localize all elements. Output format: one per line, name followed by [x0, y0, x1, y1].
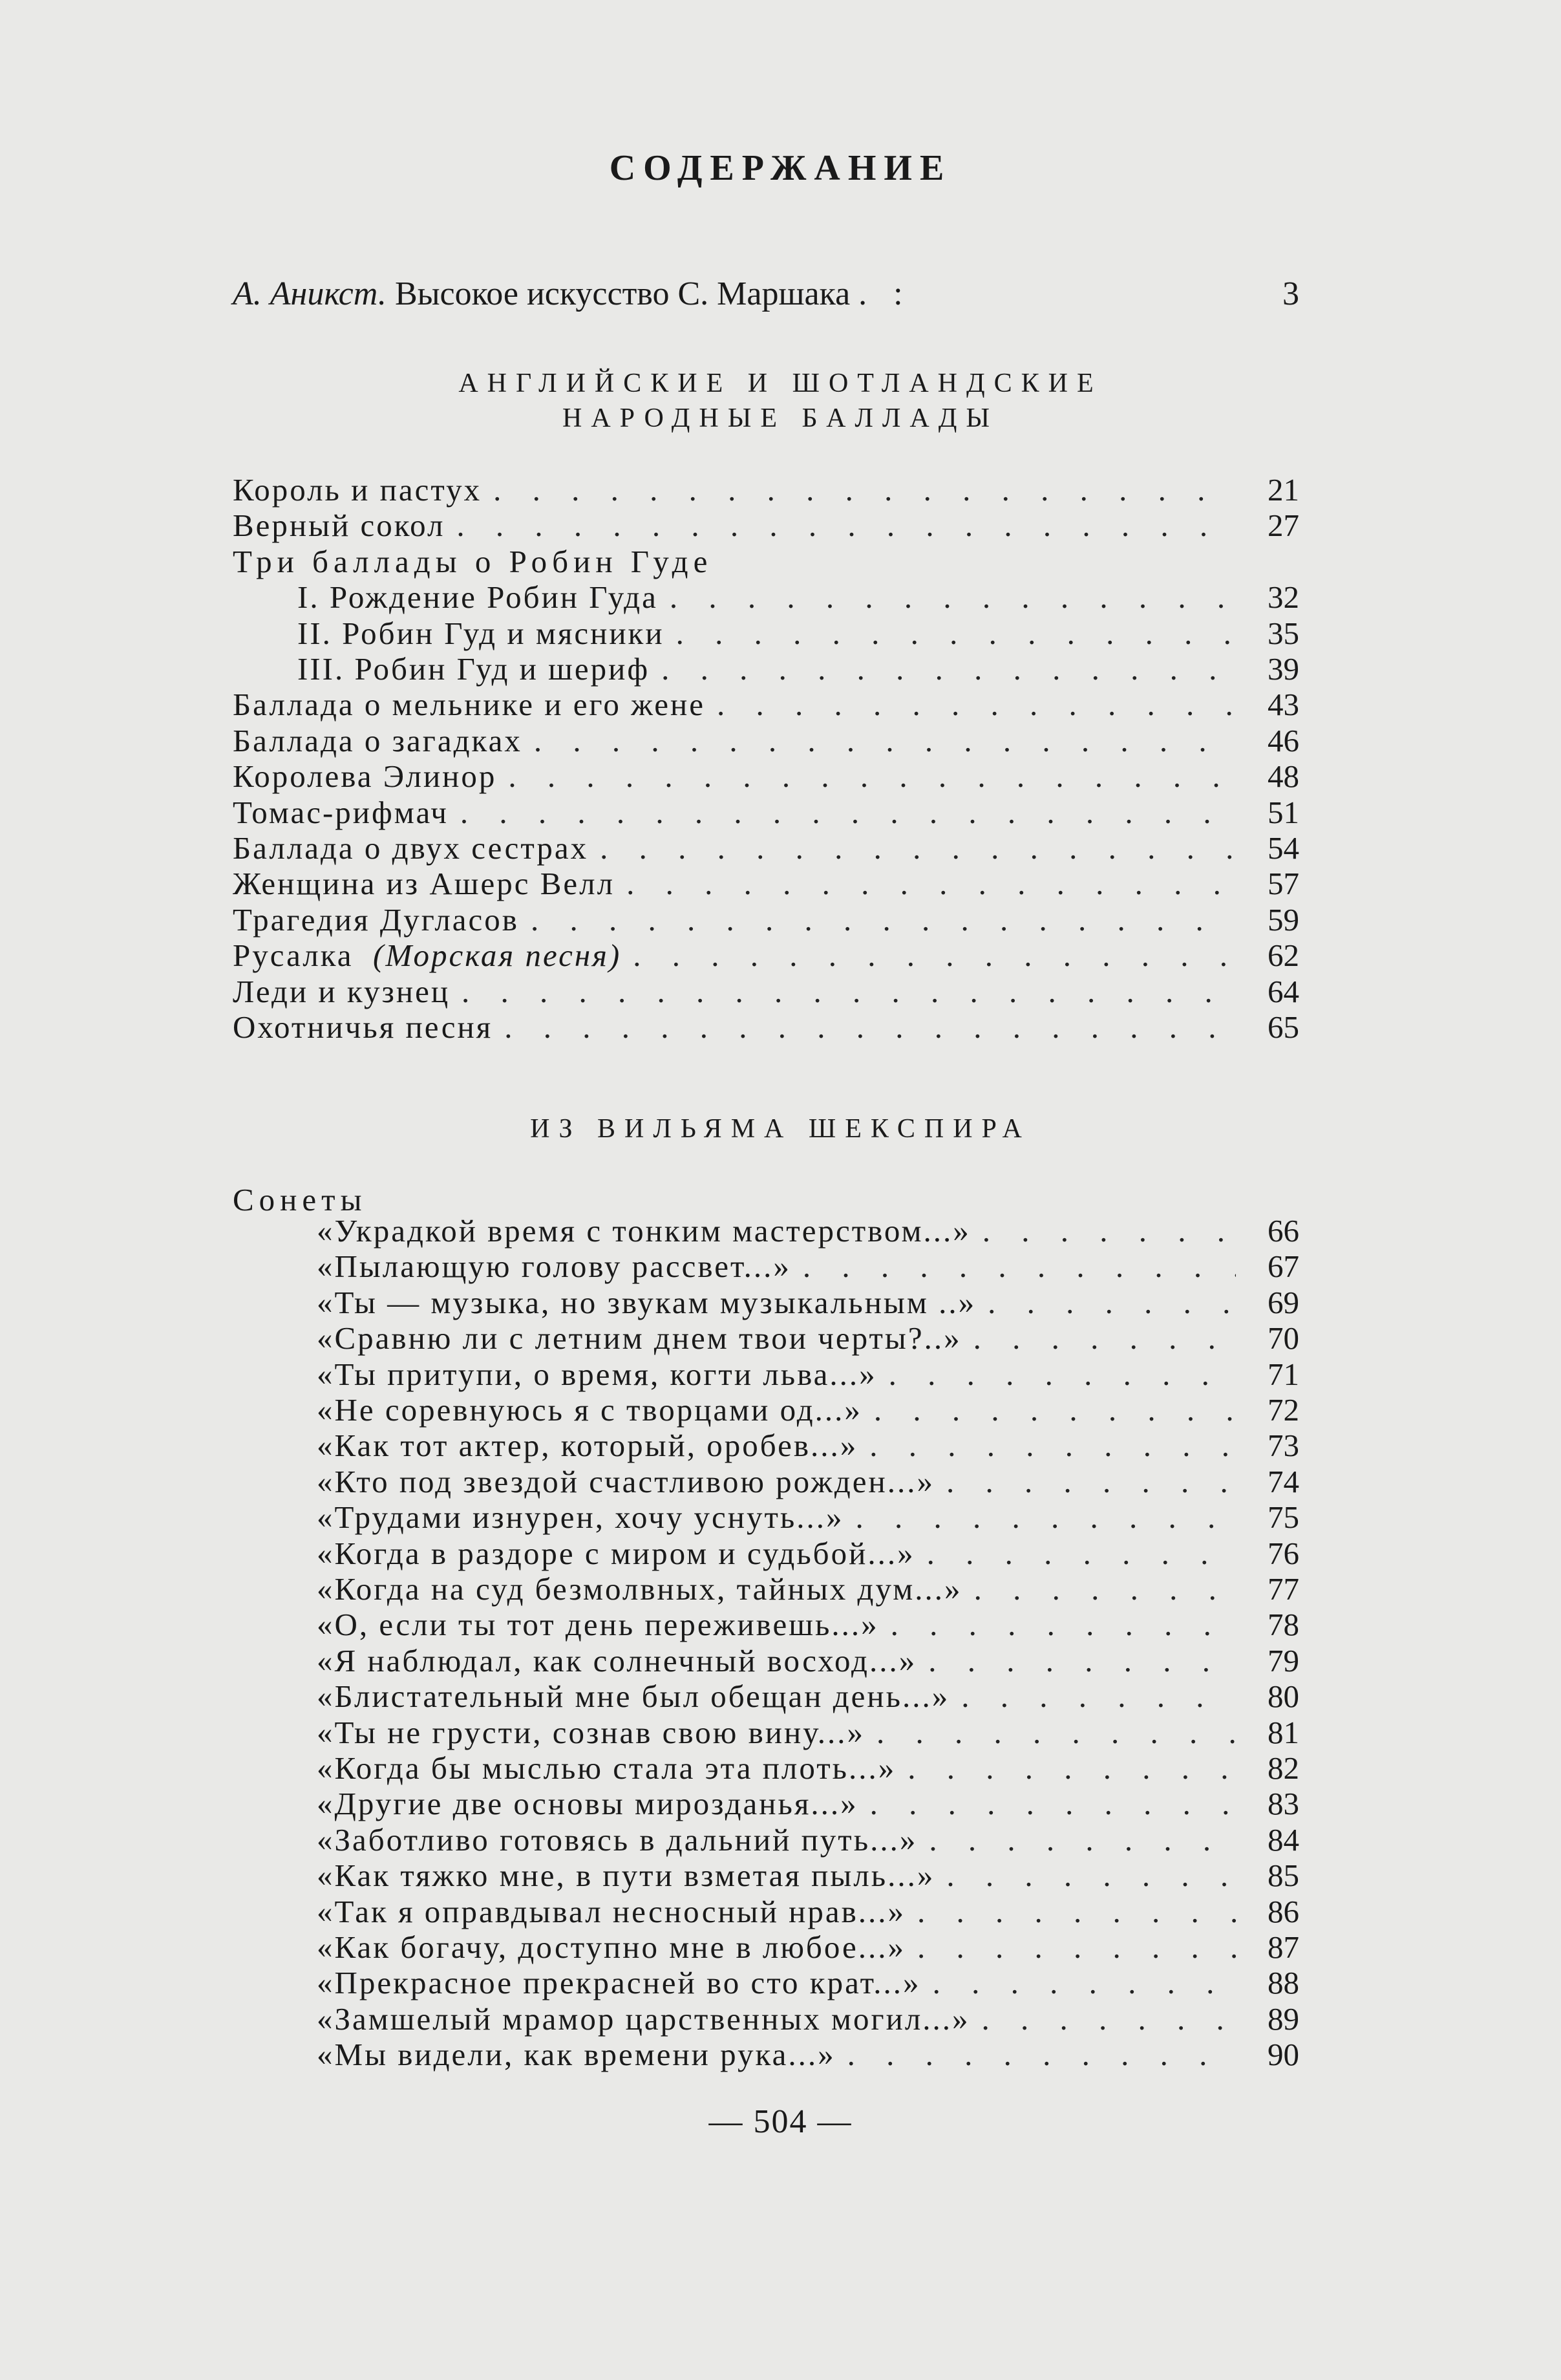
dot-leader — [626, 866, 1236, 902]
toc-entry-page: 81 — [1268, 1714, 1299, 1750]
dot-leader — [676, 616, 1236, 652]
toc-entry-page: 32 — [1268, 579, 1299, 616]
toc-entry-page: 86 — [1268, 1893, 1299, 1929]
toc-entry-page: 46 — [1268, 722, 1299, 758]
toc-entry-page: 43 — [1268, 687, 1299, 723]
page-number: — 504 — — [708, 2103, 853, 2140]
toc-entry-title: «Кто под звездой счастливою рожден...» — [317, 1463, 935, 1499]
toc-entry-page: 76 — [1268, 1535, 1299, 1571]
dot-leader — [600, 830, 1236, 866]
toc-entry-title: Баллада о двух сестрах — [233, 830, 589, 866]
toc-entry — [233, 1464, 1299, 1500]
toc-entry-title: «Прекрасное прекрасней во сто крат...» — [317, 1965, 921, 2001]
toc-entry-title: «Мы видели, как времени рука...» — [317, 2037, 836, 2073]
toc-entry — [233, 723, 1299, 759]
toc-entry — [233, 1571, 1299, 1607]
toc-entry-title: «Ты — музыка, но звукам музыкальным ..» — [317, 1284, 977, 1320]
preface-entry — [233, 272, 1299, 317]
toc-entry-title: Баллада о мельнике и его жене — [233, 687, 706, 723]
toc-entry — [233, 2001, 1299, 2037]
toc-entry — [233, 902, 1299, 938]
toc-entry-title: «Не соревнуюсь я с творцами од...» — [317, 1392, 862, 1428]
toc-entry-page: 85 — [1268, 1858, 1299, 1894]
toc-entry-title: Трагедия Дугласов — [233, 901, 519, 938]
preface-title: Высокое искусство С. Маршака — [394, 275, 851, 312]
toc-entry-page: 84 — [1268, 1821, 1299, 1858]
toc-entry — [233, 758, 1299, 795]
toc-entry-page: 57 — [1268, 866, 1299, 902]
toc-entry-page: 70 — [1268, 1320, 1299, 1356]
dot-leader — [633, 938, 1236, 974]
toc-entry-page: 64 — [1268, 973, 1299, 1009]
dot-leader — [889, 1356, 1236, 1393]
dot-leader — [670, 579, 1236, 616]
dot-leader — [460, 795, 1236, 831]
toc-entry — [233, 1356, 1299, 1393]
dot-leader — [891, 1607, 1236, 1643]
toc-entry-title: «Заботливо готовясь в дальний путь...» — [317, 1821, 918, 1858]
toc-entry-page: 82 — [1268, 1750, 1299, 1786]
toc-entry — [233, 1536, 1299, 1572]
dot-leader — [869, 1428, 1236, 1464]
preface-dots: . : — [858, 275, 912, 312]
dot-leader — [856, 1499, 1236, 1536]
dot-leader — [927, 1536, 1236, 1572]
toc-entry — [233, 1750, 1299, 1786]
toc-entry-title: «Замшелый мрамор царственных могил...» — [317, 2000, 970, 2037]
toc-entry-page: 74 — [1268, 1463, 1299, 1499]
toc-entry-title: Томас-рифмач — [233, 794, 449, 830]
toc-entry-title: I. Рождение Робин Гуда — [297, 579, 658, 616]
dot-leader — [504, 1009, 1236, 1045]
toc-entry — [233, 1715, 1299, 1751]
dot-leader — [946, 1464, 1236, 1500]
dot-leader — [803, 1249, 1236, 1285]
toc-entry-title: II. Робин Гуд и мясники — [297, 615, 664, 651]
toc-entry-page: 79 — [1268, 1642, 1299, 1678]
dot-leader — [847, 2037, 1236, 2073]
toc-entry — [233, 1392, 1299, 1428]
toc-entry — [233, 1285, 1299, 1321]
toc-entry-subtitle: (Морская песня) — [373, 938, 622, 974]
dot-leader — [961, 1678, 1236, 1715]
section-heading-shakespeare: ИЗ ВИЛЬЯМА ШЕКСПИРА — [530, 1114, 1031, 1144]
sonnets-group-label: Сонеты — [233, 1182, 367, 1217]
toc-entry-title: Женщина из Ашерс Велл — [233, 866, 615, 902]
toc-entry-title: Верный сокол — [233, 508, 445, 544]
toc-entry-page: 51 — [1268, 794, 1299, 830]
toc-entry-title: Король и пастух — [233, 472, 482, 508]
toc-entry-page: 72 — [1268, 1392, 1299, 1428]
toc-entry-title: Три баллады о Робин Гуде — [233, 543, 713, 579]
toc-entry-title: «Когда бы мыслью стала эта плоть...» — [317, 1750, 897, 1786]
toc-entry-page: 90 — [1268, 2037, 1299, 2073]
toc-entry-title: «Блистательный мне был обещан день...» — [317, 1678, 950, 1715]
section-heading-ballads-line2: НАРОДНЫЕ БАЛЛАДЫ — [562, 403, 999, 433]
toc-entry — [233, 1428, 1299, 1464]
page-title: СОДЕРЖАНИЕ — [609, 148, 952, 188]
toc-entry-page: 75 — [1268, 1499, 1299, 1536]
dot-leader — [982, 1213, 1236, 1249]
toc-entry-page: 69 — [1268, 1284, 1299, 1320]
toc-entry — [233, 651, 1299, 687]
dot-leader — [928, 1643, 1236, 1679]
toc-entry — [233, 795, 1299, 831]
toc-entry — [233, 974, 1299, 1010]
toc-entry-page: 62 — [1268, 938, 1299, 974]
toc-entry — [233, 544, 1299, 580]
toc-entry-title: «Когда на суд безмолвных, тайных дум...» — [317, 1571, 962, 1607]
toc-entry-title: Охотничья песня — [233, 1009, 493, 1045]
toc-entry — [233, 1678, 1299, 1715]
dot-leader — [534, 723, 1236, 759]
dot-leader — [917, 1894, 1236, 1930]
dot-leader — [531, 902, 1236, 938]
toc-entry-page: 89 — [1268, 2000, 1299, 2037]
toc-entry — [233, 2037, 1299, 2073]
toc-entry — [233, 1499, 1299, 1536]
dot-leader — [493, 472, 1236, 508]
toc-entry-title: «Как богачу, доступно мне в любое...» — [317, 1929, 906, 1965]
dot-leader — [508, 758, 1236, 795]
dot-leader — [929, 1822, 1236, 1858]
toc-entry — [233, 1320, 1299, 1356]
toc-entry-page: 65 — [1268, 1009, 1299, 1045]
toc-entry — [233, 1858, 1299, 1894]
dot-leader — [988, 1285, 1236, 1321]
toc-entry-title: «Ты не грусти, сознав свою вину...» — [317, 1714, 865, 1750]
toc-entry-page: 48 — [1268, 758, 1299, 795]
toc-entry-page: 87 — [1268, 1929, 1299, 1965]
toc-entry-page: 66 — [1268, 1213, 1299, 1249]
dot-leader — [456, 508, 1236, 544]
toc-entry-title: «Я наблюдал, как солнечный восход...» — [317, 1642, 917, 1678]
dot-leader — [717, 687, 1236, 723]
toc-entry-title: Русалка — [233, 938, 354, 974]
toc-entry-title: «Так я оправдывал несносный нрав...» — [317, 1893, 906, 1929]
toc-entry-title: «Как тяжко мне, в пути взметая пыль...» — [317, 1858, 935, 1894]
toc-entry — [233, 1965, 1299, 2001]
toc-entry — [233, 1786, 1299, 1822]
section-heading-ballads-line1: АНГЛИЙСКИЕ И ШОТЛАНДСКИЕ — [458, 369, 1103, 398]
preface-page: 3 — [1282, 275, 1299, 312]
toc-entry-page: 35 — [1268, 615, 1299, 651]
toc-entry-title: «Другие две основы мирозданья...» — [317, 1786, 858, 1822]
toc-entry-title: Королева Элинор — [233, 758, 497, 795]
toc-entry-title: «Сравню ли с летним днем твои черты?..» — [317, 1320, 962, 1356]
toc-entry-page: 83 — [1268, 1786, 1299, 1822]
toc-entry — [233, 830, 1299, 866]
toc-entry — [233, 866, 1299, 902]
preface-author: А. Аникст. — [233, 275, 387, 312]
toc-entry — [233, 1607, 1299, 1643]
toc-entry-page: 39 — [1268, 651, 1299, 687]
toc-entry — [233, 472, 1299, 508]
toc-entry — [233, 1894, 1299, 1930]
toc-entry — [233, 1929, 1299, 1966]
dot-leader — [973, 1320, 1236, 1356]
toc-entry — [233, 1643, 1299, 1679]
dot-leader — [870, 1786, 1236, 1822]
toc-entry-page: 88 — [1268, 1965, 1299, 2001]
toc-entry-title: III. Робин Гуд и шериф — [297, 651, 650, 687]
dot-leader — [661, 651, 1236, 687]
toc-entry-title: Баллада о загадках — [233, 722, 522, 758]
toc-entry — [233, 938, 1299, 974]
toc-entry — [233, 1249, 1299, 1285]
dot-leader — [874, 1392, 1236, 1428]
toc-entry-page: 21 — [1268, 472, 1299, 508]
dot-leader — [933, 1965, 1236, 2001]
toc-entry-title: «О, если ты тот день переживешь...» — [317, 1607, 879, 1643]
toc-entry-title: «Украдкой время с тонким мастерством...» — [317, 1213, 971, 1249]
dot-leader — [946, 1858, 1236, 1894]
dot-leader — [876, 1715, 1236, 1751]
toc-entry-title: Леди и кузнец — [233, 973, 451, 1009]
dot-leader — [982, 2001, 1236, 2037]
toc-entry — [233, 1009, 1299, 1045]
toc-entry — [233, 616, 1299, 652]
toc-entry-title: «Пылающую голову рассвет...» — [317, 1249, 791, 1285]
toc-entry — [233, 687, 1299, 723]
toc-entry-title: «Когда в раздоре с миром и судьбой...» — [317, 1535, 915, 1571]
dot-leader — [917, 1929, 1236, 1966]
toc-entry-page: 59 — [1268, 901, 1299, 938]
toc-entry-page: 67 — [1268, 1249, 1299, 1285]
toc-entry — [233, 508, 1299, 544]
toc-entry-page: 80 — [1268, 1678, 1299, 1715]
toc-entry-page: 71 — [1268, 1356, 1299, 1392]
toc-entry-page: 54 — [1268, 830, 1299, 866]
toc-entry-page: 73 — [1268, 1428, 1299, 1464]
toc-entry-title: «Ты притупи, о время, когти льва...» — [317, 1356, 877, 1392]
toc-entry — [233, 1213, 1299, 1249]
toc-entry-page: 27 — [1268, 508, 1299, 544]
toc-entry — [233, 579, 1299, 616]
toc-entry-title: «Как тот актер, который, оробев...» — [317, 1428, 858, 1464]
dot-leader — [974, 1571, 1236, 1607]
toc-entry-title: «Трудами изнурен, хочу уснуть...» — [317, 1499, 844, 1536]
dot-leader — [908, 1750, 1236, 1786]
toc-entry-page: 77 — [1268, 1571, 1299, 1607]
toc-entry — [233, 1822, 1299, 1858]
dot-leader — [462, 974, 1236, 1010]
toc-entry-page: 78 — [1268, 1607, 1299, 1643]
